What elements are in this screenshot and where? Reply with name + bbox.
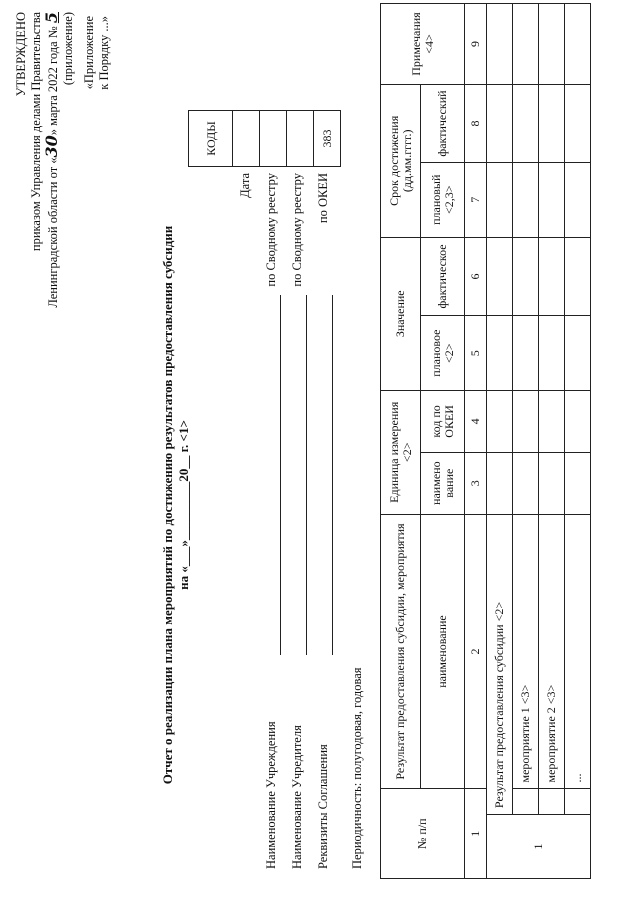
code-cell [233,111,259,166]
code-cell [286,111,313,166]
col-header-term-actual: фактический [421,85,465,163]
appendix-ref: «Приложение к Порядку ...» [82,16,111,90]
registry-label-2: по Сводному реестру [290,173,304,287]
col-header-okei: код по ОКЕИ [421,390,465,452]
handwritten-number: 5 [42,12,61,24]
agreement-label: Реквизиты Соглашения [316,744,330,869]
col-header-planned: плановое <2> [421,316,465,391]
group-number: 1 [487,815,591,879]
institution-label: Наименование Учреждения [264,721,278,869]
table-row: мероприятие 1 <3> [513,4,539,879]
col-header-actual: фактическое [421,237,465,316]
okei-label: по ОКЕИ [316,173,330,224]
codes-header: КОДЫ [188,110,233,167]
report-table [380,3,591,879]
approval-stamp [14,12,76,362]
col-header-result: Результат предоставления субсидии, мероприятия [381,514,421,789]
handwritten-day: 30 [42,135,61,158]
col-header-unit-name: наимено вание [421,452,465,514]
code-cell: 383 [313,111,340,166]
table-row: 1 Результат предоставления субсидии <2> [487,4,513,879]
approval-heading: УТВЕРЖДЕНО [14,12,28,97]
col-header-name: наименование [421,514,465,789]
col-header-notes: Примечания <4> [381,4,465,85]
codes-column [232,110,341,167]
approval-date-line: Ленинградской области от «30» марта 2022 года № 5 [42,12,61,308]
col-header-term: Срок достижения (дд.мм.гггг.) [381,85,421,238]
founder-label: Наименование Учредителя [290,725,304,869]
col-header-unit: Единица измерения <2> [381,390,421,514]
registry-label-1: по Сводному реестру [264,173,278,287]
code-cell [259,111,286,166]
table-row: мероприятие 2 <3> [539,4,565,879]
column-number-row: 1 2 3 4 5 6 7 8 9 [465,4,487,879]
report-title: Отчет о реализации плана мероприятий по достижению результатов предоставления субсидии на «___»_________20__ г. <1> [160,225,191,785]
approval-order: приказом Управления делами Правительства [29,12,43,252]
col-header-term-planned: плановый <2,3> [421,162,465,237]
table-row: ... [565,4,591,879]
approval-note: (приложение) [61,12,75,86]
founder-line [306,295,307,655]
col-header-value: Значение [381,237,421,390]
institution-line [280,295,281,655]
agreement-line [332,295,333,655]
date-label: Дата [238,173,252,198]
col-header-num: № п/п [381,789,465,879]
periodicity-text: Периодичность: полугодовая, годовая [350,667,364,869]
